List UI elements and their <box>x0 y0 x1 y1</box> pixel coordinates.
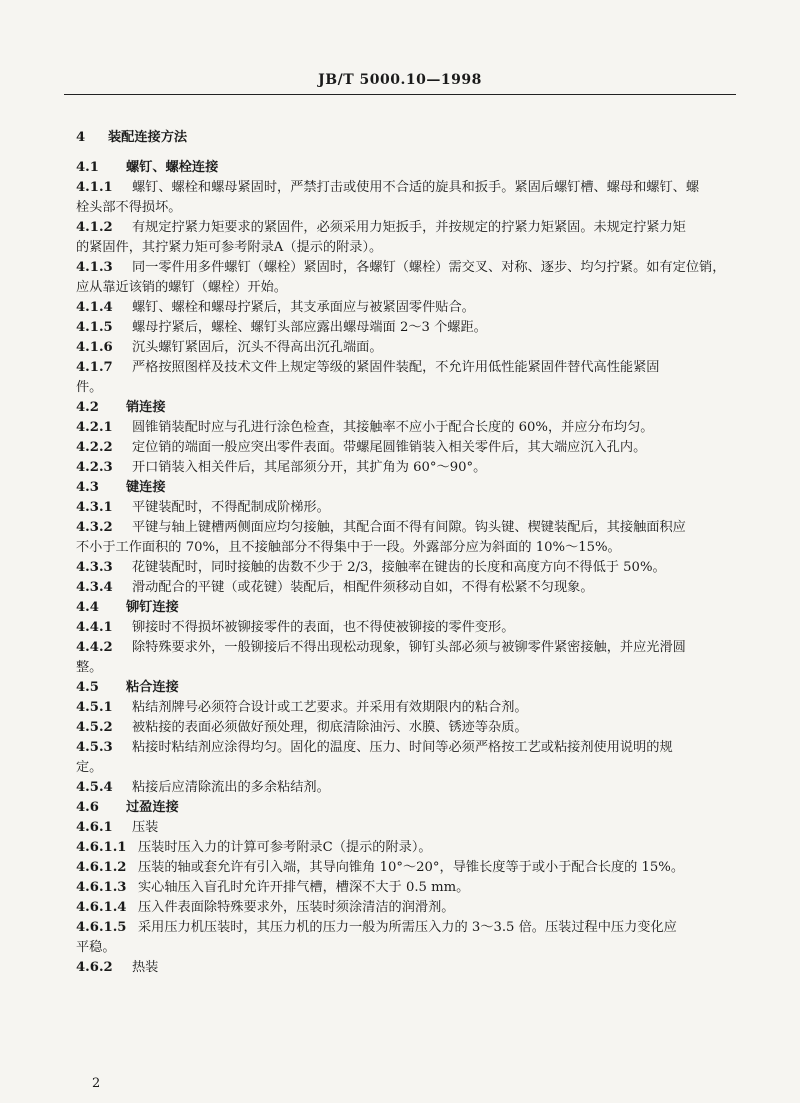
clause-text: 除特殊要求外，一般铆接后不得出现松动现象，铆钉头部必须与被铆零件紧密接触，并应光滑圆 <box>132 640 686 655</box>
clause-text: 压装时压入力的计算可参考附录C（提示的附录）。 <box>138 840 432 855</box>
clause <box>76 738 736 758</box>
clause-text: 应从靠近该销的螺钉（螺栓）开始。 <box>76 280 287 295</box>
clause-number: 4.5.4 <box>76 780 113 795</box>
clause <box>76 898 736 918</box>
clause <box>76 518 736 538</box>
clause-number: 4.3.4 <box>76 580 113 595</box>
clause-text: 定。 <box>76 760 103 775</box>
clause-text: 平键装配时，不得配制成阶梯形。 <box>132 500 330 515</box>
clause-text: 的紧固件，其拧紧力矩可参考附录A（提示的附录）。 <box>76 240 383 255</box>
clause-number: 4.2.2 <box>76 440 113 455</box>
clause <box>76 498 736 518</box>
clause-number: 4.5.2 <box>76 720 113 735</box>
section-heading <box>76 798 736 818</box>
clause-text: 实心轴压入盲孔时允许开排气槽，槽深不大于 0.5 mm。 <box>138 880 470 895</box>
paragraph-continuation <box>76 198 736 218</box>
clause <box>76 258 736 278</box>
clause-text: 铆钉连接 <box>126 600 179 615</box>
clause <box>76 418 736 438</box>
clause-text: 压装的轴或套允许有引入端，其导向锥角 10°～20°，导锥长度等于或小于配合长度的 15%。 <box>138 860 685 875</box>
clause-text: 粘接后应清除流出的多余粘结剂。 <box>132 780 330 795</box>
clause-number: 4.5.1 <box>76 700 113 715</box>
section-heading <box>76 678 736 698</box>
clause-number: 4.1.7 <box>76 360 113 375</box>
clause-number: 4.5 <box>76 680 99 695</box>
page-header: JB/T 5000.10—1998 <box>318 72 482 88</box>
clause-number: 4.1.2 <box>76 220 113 235</box>
clause-text: 粘合连接 <box>126 680 179 695</box>
clause-number: 4.4 <box>76 600 99 615</box>
clause-number: 4.4.2 <box>76 640 113 655</box>
page-number: 2 <box>92 1076 101 1091</box>
clause-text: 螺钉、螺栓和螺母拧紧后，其支承面应与被紧固零件贴合。 <box>132 300 475 315</box>
clause-text: 整。 <box>76 660 103 675</box>
clause-number: 4.1.1 <box>76 180 113 195</box>
clause <box>76 858 736 878</box>
clause-number: 4.1.3 <box>76 260 113 275</box>
paragraph-continuation <box>76 758 736 778</box>
clause-number: 4.6.1.5 <box>76 920 127 935</box>
clause-number: 4.1.5 <box>76 320 113 335</box>
clause-number: 4.3.2 <box>76 520 113 535</box>
clause <box>76 358 736 378</box>
header-rule <box>64 94 736 95</box>
clause-text: 圆锥销装配时应与孔进行涂色检查，其接触率不应小于配合长度的 60%，并应分布均匀。 <box>132 420 654 435</box>
clause-number: 4.1.4 <box>76 300 113 315</box>
clause <box>76 918 736 938</box>
clause-number: 4.6.1.4 <box>76 900 127 915</box>
clause-text: 螺钉、螺栓和螺母紧固时，严禁打击或使用不合适的旋具和扳手。紧固后螺钉槽、螺母和螺钉、螺 <box>132 180 700 195</box>
clause-text: 花键装配时，同时接触的齿数不少于 2/3，接触率在键齿的长度和高度方向不得低于 50%。 <box>132 560 666 575</box>
clause-number: 4.5.3 <box>76 740 113 755</box>
clause-text: 平键与轴上键槽两侧面应均匀接触，其配合面不得有间隙。钩头键、楔键装配后，其接触面积应 <box>132 520 686 535</box>
clause <box>76 218 736 238</box>
paragraph-continuation <box>76 278 736 298</box>
clause-number: 4.1 <box>76 160 99 175</box>
clause-text: 螺母拧紧后，螺栓、螺钉头部应露出螺母端面 2～3 个螺距。 <box>132 320 487 335</box>
clause-text: 热装 <box>132 960 159 975</box>
clause-number: 4.6.1.2 <box>76 860 127 875</box>
clause <box>76 578 736 598</box>
clause-text: 过盈连接 <box>126 800 179 815</box>
clause <box>76 698 736 718</box>
clause <box>76 558 736 578</box>
clause <box>76 838 736 858</box>
clause-number: 4.6.1.3 <box>76 880 127 895</box>
clause <box>76 718 736 738</box>
clause <box>76 298 736 318</box>
clause-text: 压装 <box>132 820 159 835</box>
section-heading <box>76 598 736 618</box>
clause-text: 滑动配合的平键（或花键）装配后，相配件须移动自如，不得有松紧不匀现象。 <box>132 580 594 595</box>
clause <box>76 618 736 638</box>
section-heading <box>76 478 736 498</box>
clause <box>76 318 736 338</box>
clause-text: 被粘接的表面必须做好预处理，彻底清除油污、水膜、锈迹等杂质。 <box>132 720 528 735</box>
clause-number: 4.3.1 <box>76 500 113 515</box>
clause-number: 4.3 <box>76 480 99 495</box>
clause <box>76 958 736 978</box>
clause-text: 开口销装入相关件后，其尾部须分开，其扩角为 60°～90°。 <box>132 460 487 475</box>
section-heading <box>76 398 736 418</box>
clause-text: 采用压力机压装时，其压力机的压力一般为所需压入力的 3～3.5 倍。压装过程中压力变化应 <box>138 920 677 935</box>
clause <box>76 878 736 898</box>
clause-text: 定位销的端面一般应突出零件表面。带螺尾圆锥销装入相关零件后，其大端应沉入孔内。 <box>132 440 647 455</box>
section-heading <box>76 158 736 178</box>
clause <box>76 778 736 798</box>
clause-text: 铆接时不得损坏被铆接零件的表面，也不得使被铆接的零件变形。 <box>132 620 515 635</box>
clause-number: 4.6.1 <box>76 820 113 835</box>
clause-number: 4.3.3 <box>76 560 113 575</box>
clause-number: 4.2.1 <box>76 420 113 435</box>
document-body <box>76 118 736 978</box>
paragraph-continuation <box>76 238 736 258</box>
clause <box>76 178 736 198</box>
clause-text: 装配连接方法 <box>108 130 188 145</box>
clause <box>76 338 736 358</box>
clause-number: 4.6.1.1 <box>76 840 127 855</box>
clause-text: 压入件表面除特殊要求外，压装时须涂清洁的润滑剂。 <box>138 900 455 915</box>
clause <box>76 638 736 658</box>
clause-text: 栓头部不得损坏。 <box>76 200 182 215</box>
clause-number: 4.6.2 <box>76 960 113 975</box>
clause-text: 同一零件用多件螺钉（螺栓）紧固时，各螺钉（螺栓）需交叉、对称、逐步、均匀拧紧。如有定位销， <box>132 260 726 275</box>
clause-number: 4 <box>76 130 86 145</box>
clause-number: 4.6 <box>76 800 99 815</box>
paragraph-continuation <box>76 938 736 958</box>
clause <box>76 818 736 838</box>
clause-text: 螺钉、螺栓连接 <box>126 160 219 175</box>
clause-number: 4.4.1 <box>76 620 113 635</box>
clause-text: 沉头螺钉紧固后，沉头不得高出沉孔端面。 <box>132 340 383 355</box>
clause-text: 件。 <box>76 380 103 395</box>
clause-text: 有规定拧紧力矩要求的紧固件，必须采用力矩扳手，并按规定的拧紧力矩紧固。未规定拧紧力矩 <box>132 220 686 235</box>
clause-number: 4.2 <box>76 400 99 415</box>
clause-text: 严格按照图样及技术文件上规定等级的紧固件装配，不允许用低性能紧固件替代高性能紧固 <box>132 360 660 375</box>
section-heading <box>76 128 736 148</box>
clause <box>76 438 736 458</box>
clause-text: 不小于工作面积的 70%，且不接触部分不得集中于一段。外露部分应为斜面的 10%～15%。 <box>76 540 621 555</box>
paragraph-continuation <box>76 538 736 558</box>
paragraph-continuation <box>76 378 736 398</box>
clause-text: 粘结剂牌号必须符合设计或工艺要求。并采用有效期限内的粘合剂。 <box>132 700 528 715</box>
clause-text: 键连接 <box>126 480 166 495</box>
clause-number: 4.2.3 <box>76 460 113 475</box>
clause-text: 销连接 <box>126 400 166 415</box>
clause-number: 4.1.6 <box>76 340 113 355</box>
clause-text: 粘接时粘结剂应涂得均匀。固化的温度、压力、时间等必须严格按工艺或粘接剂使用说明的规 <box>132 740 673 755</box>
clause-text: 平稳。 <box>76 940 116 955</box>
clause <box>76 458 736 478</box>
paragraph-continuation <box>76 658 736 678</box>
